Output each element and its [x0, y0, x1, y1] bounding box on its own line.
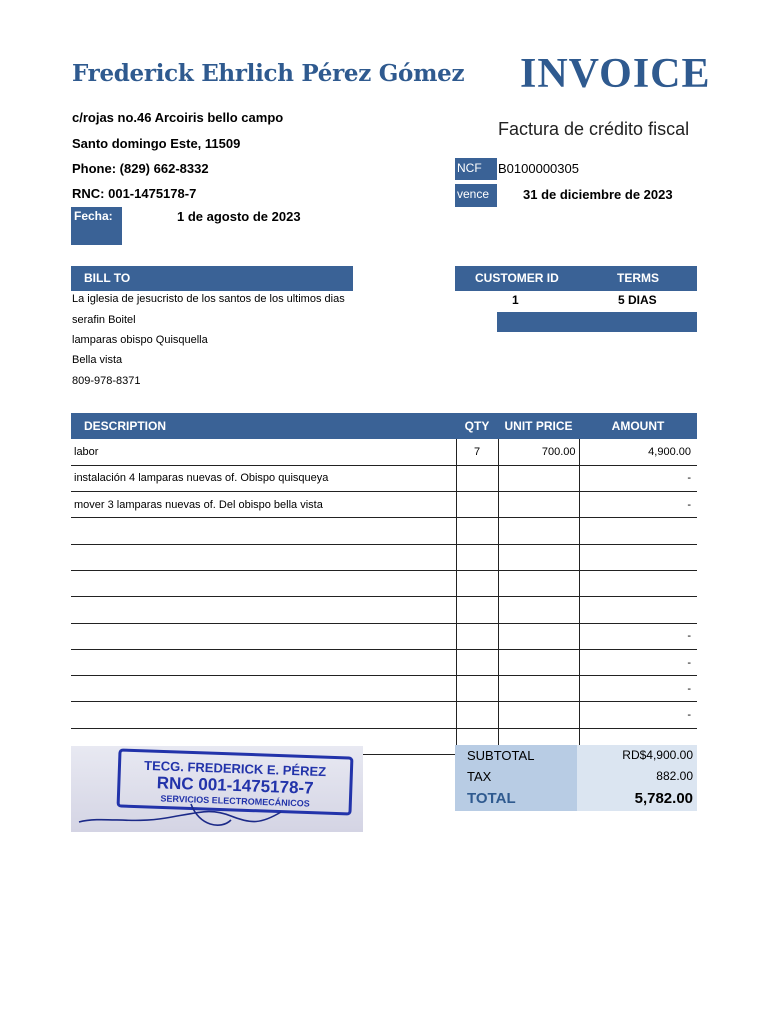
item-amount: -	[579, 676, 697, 702]
item-description: instalación 4 lamparas nuevas of. Obispo quisqueya	[71, 465, 456, 491]
table-row	[71, 439, 697, 465]
totals-block	[455, 745, 697, 811]
customer-id-value: 1	[512, 293, 519, 307]
customer-header-bar	[455, 266, 697, 291]
item-qty	[456, 492, 498, 518]
customer-id-heading: CUSTOMER ID	[475, 271, 559, 285]
vence-value: 31 de diciembre de 2023	[523, 187, 673, 202]
table-row	[71, 649, 697, 675]
total-value: 5,782.00	[577, 787, 697, 811]
total-label: TOTAL	[455, 787, 577, 811]
item-amount	[579, 597, 697, 623]
item-unit-price	[498, 649, 579, 675]
terms-value: 5 DIAS	[618, 293, 657, 307]
table-row	[71, 492, 697, 518]
col-header-description: DESCRIPTION	[71, 413, 456, 439]
item-amount	[579, 570, 697, 596]
table-row	[71, 544, 697, 570]
item-qty	[456, 649, 498, 675]
item-amount: 4,900.00	[579, 439, 697, 465]
tax-value: 882.00	[577, 766, 697, 787]
subtotal-row	[455, 745, 697, 766]
item-qty	[456, 702, 498, 728]
fecha-value: 1 de agosto de 2023	[177, 209, 301, 224]
table-row	[71, 623, 697, 649]
table-row	[71, 702, 697, 728]
sender-address-line2: Santo domingo Este, 11509	[72, 136, 241, 151]
line-items-table	[71, 413, 697, 755]
item-description: labor	[71, 439, 456, 465]
item-qty	[456, 518, 498, 544]
bill-to-line: serafin Boitel	[72, 314, 136, 326]
item-unit-price	[498, 518, 579, 544]
ncf-label: NCF	[455, 158, 497, 180]
sender-address-line1: c/rojas no.46 Arcoiris bello campo	[72, 110, 284, 125]
table-row	[71, 676, 697, 702]
vence-label: vence	[455, 184, 497, 207]
item-qty	[456, 623, 498, 649]
item-amount: -	[579, 492, 697, 518]
subtotal-label: SUBTOTAL	[455, 745, 577, 766]
item-unit-price	[498, 570, 579, 596]
item-description	[71, 518, 456, 544]
item-amount: -	[579, 649, 697, 675]
item-amount: -	[579, 465, 697, 491]
table-header-row	[71, 413, 697, 439]
tax-label: TAX	[455, 766, 577, 787]
sender-rnc: RNC: 001-1475178-7	[72, 186, 197, 201]
item-amount	[579, 518, 697, 544]
total-row	[455, 787, 697, 811]
bill-to-line: lamparas obispo Quisquella	[72, 334, 208, 346]
item-description	[71, 676, 456, 702]
item-qty	[456, 570, 498, 596]
ncf-value: B0100000305	[498, 161, 579, 176]
stamp-graphic	[71, 746, 363, 832]
table-row	[71, 518, 697, 544]
col-header-unit-price: UNIT PRICE	[498, 413, 579, 439]
sender-phone: Phone: (829) 662-8332	[72, 161, 209, 176]
bill-to-line: La iglesia de jesucristo de los santos de los ultimos dias	[72, 293, 345, 305]
company-stamp	[71, 746, 363, 832]
item-unit-price	[498, 702, 579, 728]
item-qty	[456, 465, 498, 491]
item-qty: 7	[456, 439, 498, 465]
item-qty	[456, 544, 498, 570]
col-header-amount: AMOUNT	[579, 413, 697, 439]
stamp-line3: SERVICIOS ELECTROMECÁNICOS	[160, 793, 310, 809]
item-description	[71, 702, 456, 728]
item-amount	[579, 544, 697, 570]
item-unit-price	[498, 676, 579, 702]
item-unit-price	[498, 623, 579, 649]
item-description	[71, 623, 456, 649]
invoice-subtitle: Factura de crédito fiscal	[498, 119, 690, 139]
line-items-body	[71, 439, 697, 755]
table-row	[71, 465, 697, 491]
stamp-line1: TECG. FREDERICK E. PÉREZ	[143, 757, 327, 780]
item-unit-price	[498, 544, 579, 570]
bill-to-line: 809-978-8371	[72, 375, 141, 387]
item-amount: -	[579, 702, 697, 728]
item-unit-price: 700.00	[498, 439, 579, 465]
stamp-line2: RNC 001-1475178-7	[156, 773, 314, 798]
item-description	[71, 544, 456, 570]
table-row	[71, 570, 697, 596]
tax-row	[455, 766, 697, 787]
fecha-label: Fecha:	[71, 207, 122, 245]
company-name: Frederick Ehrlich Pérez Gómez	[72, 60, 465, 87]
item-unit-price	[498, 597, 579, 623]
bill-to-heading: BILL TO	[71, 266, 353, 291]
bill-to-line: Bella vista	[72, 354, 123, 366]
item-description: mover 3 lamparas nuevas of. Del obispo bella vista	[71, 492, 456, 518]
item-unit-price	[498, 492, 579, 518]
item-qty	[456, 597, 498, 623]
item-description	[71, 570, 456, 596]
item-description	[71, 597, 456, 623]
item-description	[71, 649, 456, 675]
col-header-qty: QTY	[456, 413, 498, 439]
table-row	[71, 597, 697, 623]
invoice-title: INVOICE	[520, 51, 711, 97]
terms-heading: TERMS	[617, 271, 659, 285]
item-amount: -	[579, 623, 697, 649]
item-qty	[456, 676, 498, 702]
customer-blank-bar	[497, 312, 697, 332]
item-unit-price	[498, 465, 579, 491]
subtotal-value: RD$4,900.00	[577, 745, 697, 766]
